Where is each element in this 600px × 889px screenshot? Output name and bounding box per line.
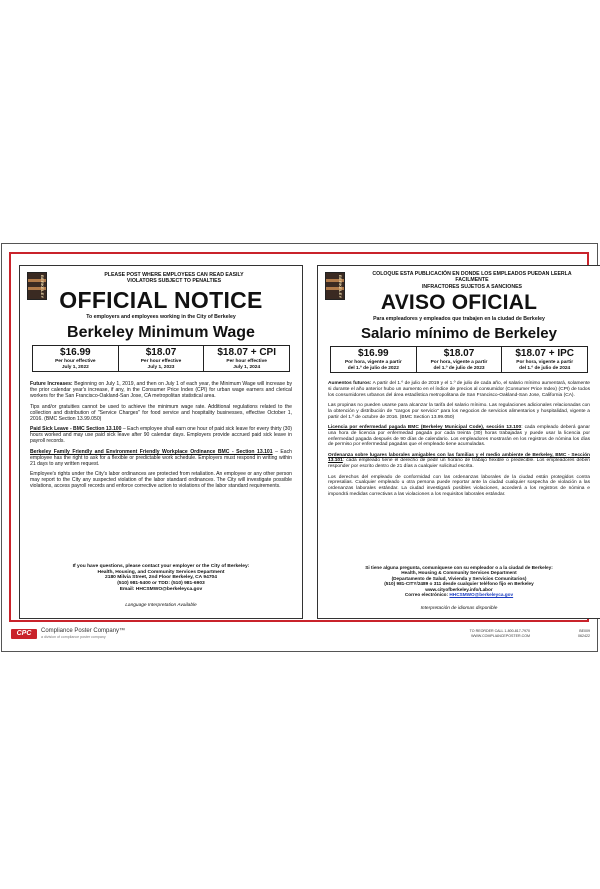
rate-amount: $18.07	[443, 348, 475, 359]
paragraph-lead: Aumentos futuros:	[328, 381, 372, 386]
paragraph-text: : cada empleado deberá ganar una hora de licencia por enfermedad pagada por cada treinta (30) horas trabajadas y puede usar la licencia por enfermedad pagada después de 90 días de calendario. Los empleadores mostrarán en los registros de nómina los días de permiso por enfermedad pagadas que el empleado tiene acumuladas.	[328, 424, 590, 448]
cpc-logo-icon: CPC	[11, 629, 37, 639]
poster-date-code: 062422	[578, 634, 590, 638]
rate-label: Per hour effective July 1, 2024	[226, 359, 267, 370]
rate-amount: $18.07 + CPI	[217, 347, 276, 358]
paragraph-lead: Ordenanza sobre lugares laborales amigables con las familias y el medio ambiente de Berkeley, BMC - Sección 13.101	[328, 452, 590, 464]
paragraph-text: : cada empleado tiene el derecho de pedir un horario de trabajo flexible o predecible. Los empleadores deben responder por escrito dentro de 21 días a cualquier solicitud escrita.	[328, 458, 590, 470]
rate-cell	[417, 347, 503, 372]
contact-email[interactable]: HHCSMWO@berkeleyca.gov	[449, 592, 514, 598]
rate-cell	[33, 346, 119, 371]
rate-cell	[204, 346, 289, 371]
notice-title: AVISO OFICIAL	[380, 291, 538, 314]
contact-email[interactable]: HHCSMWO@berkeleyca.gov	[135, 586, 203, 592]
posting-instruction: PLEASE POST WHERE EMPLOYEES CAN READ EASILY VIOLATORS SUBJECT TO PENALTIES	[104, 272, 244, 285]
contact-department-spanish: (Departamento de Salud, Vivienda y Servicios Comunitarios)	[391, 575, 527, 581]
rate-label: Por hora, vigente a partir del 1.º de julio de 2024	[516, 360, 574, 371]
contact-intro: Si tiene alguna pregunta, comuníquese con su empleador o a la ciudad de Berkeley:	[365, 565, 553, 570]
spanish-notice-panel	[317, 265, 600, 619]
rate-label: Por hora, vigente a partir del 1.º de julio de 2022	[344, 360, 402, 371]
notice-subtitle: To employers and employees working in the City of Berkeley	[86, 314, 236, 320]
rate-cell	[119, 346, 205, 371]
interpretation-note: Interpretación de idiomas disponible	[420, 606, 498, 611]
rate-table	[32, 345, 290, 372]
english-notice-panel	[19, 265, 303, 619]
paragraph-text: Beginning on July 1, 2019, and then on July 1 of each year, the Minimum Wage will increase by the prior calendar year's increase, if any, in the Consumer Price Index (CPI) for urban wage earners and clerical workers for the San Francisco-Oakland-San Jose, CA metropolitan statistical area.	[30, 381, 292, 400]
paragraph-text: – Each employee shall earn one hour of paid sick leave for every thirty (30) hours worked and may use paid sick leave after 90 calendar days. Employers provide accrued paid sick leave in payroll records.	[30, 426, 292, 445]
notice-subtitle: Para empleadores y empleados que trabajen en la ciudad de Berkeley	[373, 316, 545, 322]
rate-amount: $18.07 + IPC	[515, 348, 574, 359]
company-website[interactable]: WWW.COMPLIANCEPOSTER.COM	[471, 634, 530, 638]
contact-address: 2180 Milvia Street, 2nd Floor Berkeley, CA 94704	[105, 575, 217, 581]
retaliation-paragraph: Los derechos del empleado de conformidad con las ordenanzas laborales de la ciudad están protegidos contra represalias. Cualquier empleado u otra persona puede reportar ante la ciudad cualquier sospecha de violación a las ordenanzas laborales estándar. La ciudad investigará posibles violaciones, accederá a los registros de nómina e impondrá medidas correctivas a las violaciones a los requisitos laborales estándar.	[328, 474, 590, 498]
interpretation-note: Language Interpretation Available	[125, 603, 197, 608]
seal-text: BERKELEY	[338, 275, 343, 299]
poster-footer	[9, 626, 590, 646]
sick-leave-paragraph	[30, 426, 292, 444]
reorder-info	[470, 629, 530, 639]
contact-department: Health, Housing, and Community Services Department	[97, 569, 225, 575]
paragraph-lead: Licencia por enfermedad pagada BMC (Berkeley Municipal Code), sección 13.100	[328, 424, 522, 430]
email-label: Email:	[119, 586, 135, 592]
contact-intro: If you have questions, please contact your employer or the City of Berkeley:	[72, 564, 250, 569]
contact-block	[30, 564, 292, 593]
rate-label: Por hora, vigente a partir del 1.º de julio de 2023	[430, 360, 488, 371]
paragraph-text: A partir del 1.º de julio de 2019 y el 1.º de julio de cada año, el salario mínimo aumentará, solamente si durante el año anterior hubo un aumento en el índice de precios al consumidor (Consumer Price Index) (CPI) de todos los consumidores urbanos del área estadística metropolitana de San Francisco-Oakland-San Jose, California (CA).	[328, 381, 590, 398]
paragraph-lead: Paid Sick Leave - BMC Section 13.100	[30, 426, 122, 433]
rate-cell	[502, 347, 587, 372]
seal-text: BERKELEY	[40, 275, 45, 299]
rate-label: Per hour effective July 1, 2023	[140, 359, 182, 370]
reorder-phone: TO REORDER CALL 1-800-817-7970	[469, 629, 530, 633]
family-friendly-paragraph	[30, 449, 292, 467]
family-friendly-paragraph	[328, 453, 590, 471]
notice-title: OFFICIAL NOTICE	[59, 287, 263, 313]
paragraph-text: – Each employee has the right to ask for a flexible or predictable work schedule. Employers must respond in writing within 21 days to any written request.	[30, 448, 292, 467]
poster-frame	[9, 252, 589, 622]
company-tagline: a division of compliance poster company	[41, 635, 106, 639]
rate-amount: $16.99	[358, 348, 389, 359]
posting-instruction: COLOQUE ESTA PUBLICACIÓN EN DONDE LOS EMPLEADOS PUEDAN LEERLA FACILMENTE INFRACTORES SUJETOS A SANCIONES	[372, 271, 572, 290]
email-label: Correo electrónico:	[404, 592, 449, 598]
paragraph-lead: Future Increases:	[30, 381, 73, 387]
sick-leave-paragraph	[328, 425, 590, 448]
notice-body	[328, 381, 590, 502]
rate-cell	[331, 347, 417, 372]
contact-block	[328, 565, 590, 597]
contact-email-line	[328, 592, 590, 597]
rate-label: Per hour effective July 1, 2022	[55, 359, 96, 370]
contact-phone: (510) 981-CITY/2489 o 311 desde cualquier teléfono fijo en Berkeley	[384, 581, 534, 587]
rate-table	[330, 346, 588, 373]
poster-codes	[578, 629, 590, 639]
paragraph-lead: Berkeley Family Friendly and Environment Friendly Workplace Ordinance BMC - Section 13.101	[30, 448, 273, 455]
contact-email-line	[30, 587, 292, 593]
future-increases-paragraph	[328, 381, 590, 399]
contact-website[interactable]: www.cityofberkeley.info/Labor	[425, 586, 493, 592]
poster-code: BE009	[579, 629, 590, 633]
future-increases-paragraph	[30, 381, 292, 399]
poster	[1, 243, 598, 652]
notice-body	[30, 381, 292, 494]
company-name: Compliance Poster Company™	[41, 628, 126, 634]
rate-amount: $16.99	[60, 347, 91, 358]
tips-paragraph: Las propinas no pueden usarse para alcanzar la tarifa del salario mínimo. Las regulaciones adicionales relacionadas con la obtención y distribución de "cargos por servicio" para los negocios de servicios alimentarios y hospitalidad, vigente a partir del 1.º de octubre de 2016. (BMC Section 13.99.050)	[328, 402, 590, 420]
wage-title: Salario mínimo de Berkeley	[361, 325, 557, 342]
retaliation-paragraph: Employee's rights under the City's labor ordinances are protected from retaliation. An employee or any other person may report to the City any suspected violation of the labor standard ordinances. The City will investigate possible violations, access payroll records and enforce corrective action to violations of the labor standard requirements.	[30, 471, 292, 490]
rate-amount: $18.07	[145, 347, 177, 358]
wage-title: Berkeley Minimum Wage	[67, 324, 255, 341]
tips-paragraph: Tips and/or gratuities cannot be used to achieve the minimum wage rate. Additional regulations related to the collection and distribution of "Service Charges" for food service and hospitality businesses, effective October 1, 2016. (BMC Section 13.99.050)	[30, 403, 292, 422]
contact-phone: (510) 981-5400 or TDD: (510) 981-6903	[117, 581, 205, 587]
contact-department: Health, Housing & Community Services Department	[401, 570, 517, 576]
